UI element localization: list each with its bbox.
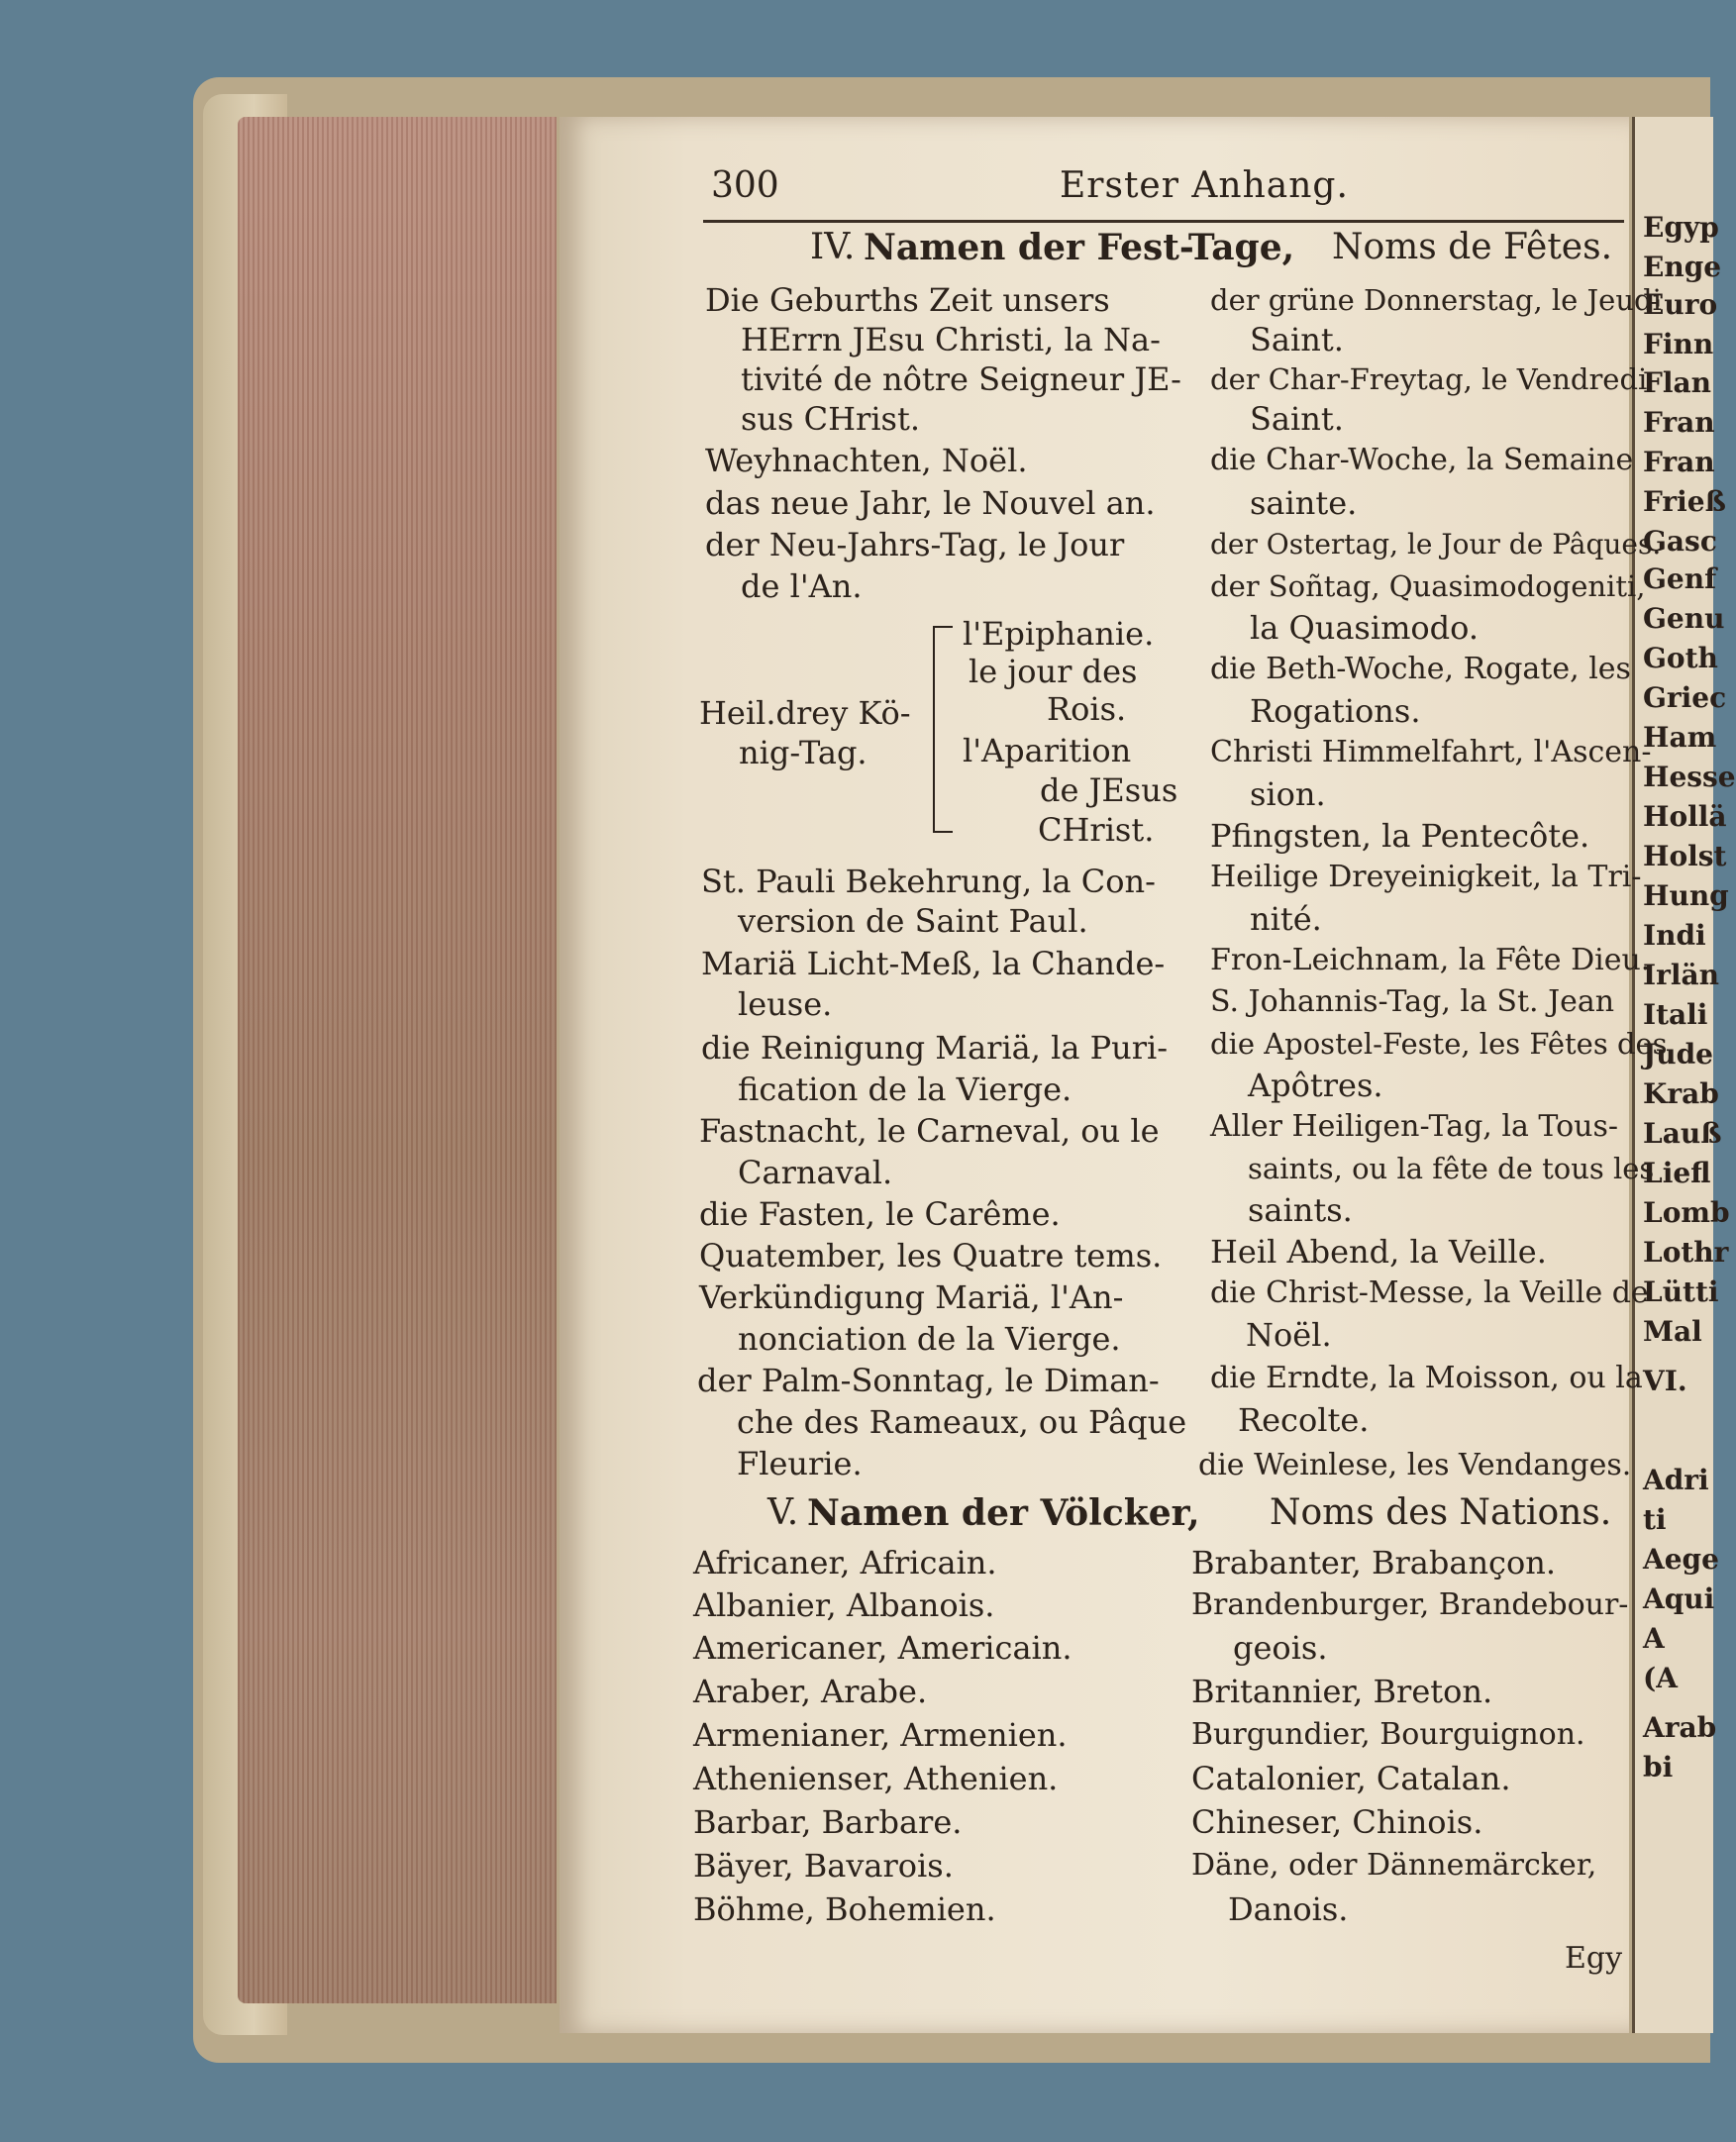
facing-page-word: Irlän	[1643, 959, 1719, 991]
epiphany-german: Heil.drey Kö-	[699, 694, 911, 732]
col2-line: die Apostel-Feste, les Fêtes des	[1210, 1027, 1668, 1061]
nation-entry: Brandenburger, Brandebour-	[1191, 1587, 1629, 1622]
nation-entry: Albanier, Albanois.	[693, 1586, 995, 1624]
section-5-heading-german: Namen der Völcker,	[807, 1492, 1200, 1534]
col2-line: Pfingsten, la Pentecôte.	[1210, 817, 1590, 855]
col2-line: la Quasimodo.	[1250, 609, 1480, 647]
facing-page-word: Itali	[1643, 998, 1708, 1031]
col2-line: Saint.	[1250, 400, 1344, 438]
facing-page-word: Liefl	[1643, 1157, 1711, 1189]
facing-page-word: Hollä	[1643, 800, 1727, 833]
col2-line: die Beth-Woche, Rogate, les	[1210, 652, 1631, 686]
facing-page-word: Ham	[1643, 721, 1717, 754]
col2-line: die Erndte, la Moisson, ou la	[1210, 1361, 1643, 1395]
facing-page-word: VI.	[1643, 1365, 1687, 1397]
facing-page-word: Lütti	[1643, 1275, 1719, 1308]
epiphany-french: CHrist.	[1038, 811, 1155, 849]
col2-line: Noël.	[1246, 1316, 1332, 1354]
section-5-heading-roman: V.	[767, 1492, 799, 1533]
facing-page-word: Lothr	[1643, 1236, 1729, 1269]
facing-page-word: Hung	[1643, 879, 1729, 912]
col1-line: de l'An.	[741, 567, 863, 605]
facing-page-word: Genf	[1643, 562, 1717, 595]
facing-page-word: Lauß	[1643, 1117, 1722, 1150]
col2-line: der grüne Donnerstag, le Jeudi	[1210, 283, 1662, 317]
col1b-line: version de Saint Paul.	[738, 902, 1088, 940]
col1-line: HErrn JEsu Christi, la Na-	[741, 321, 1161, 358]
nation-entry: Böhme, Bohemien.	[693, 1890, 996, 1928]
nation-entry: Africaner, Africain.	[693, 1544, 997, 1581]
nation-entry: Britannier, Breton.	[1191, 1673, 1493, 1710]
facing-page-word: A	[1643, 1622, 1665, 1655]
epiphany-french: de JEsus	[1040, 771, 1178, 809]
nation-entry: Burgundier, Bourguignon.	[1191, 1717, 1585, 1752]
facing-page-word: (A	[1643, 1662, 1678, 1694]
nation-entry: geois.	[1233, 1629, 1328, 1667]
col2-line: Saint.	[1250, 321, 1344, 358]
col2-line: Rogations.	[1250, 692, 1421, 730]
facing-page-word: Flan	[1643, 366, 1712, 399]
col2-line: saints.	[1248, 1191, 1353, 1229]
facing-page-word: Gasc	[1643, 525, 1717, 558]
facing-page-word: Fran	[1643, 446, 1715, 478]
facing-page-word: Lomb	[1643, 1196, 1730, 1229]
epiphany-french: l'Epiphanie.	[963, 615, 1155, 653]
facing-page-word: Fran	[1643, 406, 1715, 439]
facing-page-word: Euro	[1643, 288, 1718, 321]
col1b-line: St. Pauli Bekehrung, la Con-	[701, 863, 1156, 900]
col1-line: tivité de nôtre Seigneur JE-	[741, 360, 1181, 398]
col1-line: das neue Jahr, le Nouvel an.	[705, 484, 1156, 522]
col2-line: der Soñtag, Quasimodogeniti,	[1210, 569, 1646, 603]
col2-line: die Christ-Messe, la Veille de	[1210, 1275, 1649, 1310]
nation-entry: Brabanter, Brabançon.	[1191, 1544, 1557, 1581]
facing-page-word: Mal	[1643, 1315, 1702, 1348]
col1b-line: Quatember, les Quatre tems.	[699, 1237, 1163, 1275]
facing-page-word: Hesse	[1643, 761, 1736, 793]
col1-line: der Neu-Jahrs-Tag, le Jour	[705, 526, 1125, 563]
facing-page-word: Krab	[1643, 1077, 1719, 1110]
facing-page-word: Goth	[1643, 642, 1718, 674]
col1b-line: Fastnacht, le Carneval, ou le	[699, 1112, 1160, 1150]
nation-entry: Bäyer, Bavarois.	[693, 1847, 954, 1885]
col1-line: sus CHrist.	[741, 400, 920, 438]
section-5-heading-french: Noms des Nations.	[1270, 1492, 1612, 1533]
epiphany-french: l'Aparition	[963, 732, 1132, 769]
epiphany-french: le jour des	[969, 653, 1138, 690]
epiphany-french: Rois.	[1047, 690, 1127, 728]
facing-page-word: bi	[1643, 1751, 1674, 1784]
facing-page-word: Genu	[1643, 602, 1725, 635]
facing-page-word: Jude	[1643, 1038, 1713, 1071]
col1b-line: die Fasten, le Carême.	[699, 1195, 1061, 1233]
running-title: Erster Anhang.	[1060, 165, 1349, 206]
facing-page-word: Griec	[1643, 681, 1727, 714]
col1b-line: leuse.	[738, 985, 833, 1023]
col1b-line: Verkündigung Mariä, l'An-	[699, 1278, 1124, 1316]
col2-line: die Char-Woche, la Semaine	[1210, 443, 1634, 477]
nation-entry: Athenienser, Athenien.	[693, 1760, 1059, 1797]
col2-line: Apôtres.	[1248, 1067, 1383, 1104]
col2-line: saints, ou la fête de tous les	[1248, 1152, 1655, 1185]
facing-page-word: Aqui	[1643, 1582, 1715, 1615]
facing-page-word: Aege	[1643, 1543, 1719, 1576]
col1b-line: fication de la Vierge.	[738, 1071, 1072, 1108]
facing-page-word: Adri	[1643, 1464, 1709, 1496]
facing-page-fragment	[1632, 117, 1736, 2033]
col1b-line: nonciation de la Vierge.	[738, 1320, 1121, 1358]
col2-line: sion.	[1250, 775, 1326, 813]
page-number: 300	[711, 165, 779, 206]
col1b-line: che des Rameaux, ou Pâque	[737, 1403, 1187, 1441]
col1-line: Weyhnachten, Noël.	[705, 442, 1028, 479]
page-edges	[238, 117, 557, 2003]
facing-page-word: Arab	[1643, 1711, 1717, 1744]
col1b-line: Fleurie.	[737, 1445, 863, 1482]
facing-page-word: Frieß	[1643, 485, 1726, 518]
col1b-line: die Reinigung Mariä, la Puri-	[701, 1029, 1169, 1067]
epiphany-brace	[933, 626, 953, 833]
nation-entry: Armenianer, Armenien.	[693, 1716, 1068, 1754]
facing-page-word: Enge	[1643, 251, 1722, 283]
col2-line: die Weinlese, les Vendanges.	[1198, 1448, 1632, 1482]
facing-page-word: Indi	[1643, 919, 1706, 952]
nation-entry: Catalonier, Catalan.	[1191, 1760, 1511, 1797]
catchword: Egy	[1565, 1941, 1623, 1976]
col1-line: Die Geburths Zeit unsers	[705, 281, 1110, 319]
col2-line: Heilige Dreyeinigkeit, la Tri-	[1210, 860, 1642, 894]
col2-line: Heil Abend, la Veille.	[1210, 1233, 1547, 1271]
nation-entry: Danois.	[1228, 1890, 1349, 1928]
nation-entry: Americaner, Americain.	[693, 1629, 1072, 1667]
nation-entry: Araber, Arabe.	[693, 1673, 928, 1710]
col2-line: der Ostertag, le Jour de Pâques.	[1210, 528, 1662, 561]
col2-line: Aller Heiligen-Tag, la Tous-	[1210, 1109, 1618, 1144]
col1b-line: Mariä Licht-Meß, la Chande-	[701, 945, 1166, 982]
nation-entry: Chineser, Chinois.	[1191, 1803, 1483, 1841]
nation-entry: Däne, oder Dännemärcker,	[1191, 1848, 1597, 1883]
nation-entry: Barbar, Barbare.	[693, 1803, 963, 1841]
section-4-heading-roman: IV.	[810, 227, 856, 267]
facing-page-word: ti	[1643, 1503, 1667, 1536]
col2-line: nité.	[1250, 900, 1322, 938]
facing-page-word: Egyp	[1643, 211, 1719, 244]
epiphany-german: nig-Tag.	[739, 734, 868, 771]
col2-line: Christi Himmelfahrt, l'Ascen-	[1210, 735, 1652, 769]
col2-line: S. Johannis-Tag, la St. Jean	[1210, 984, 1615, 1019]
facing-page-word: Holst	[1643, 840, 1727, 872]
col2-line: der Char-Freytag, le Vendredi	[1210, 362, 1648, 396]
col1b-line: der Palm-Sonntag, le Diman-	[697, 1362, 1160, 1399]
col2-line: sainte.	[1250, 484, 1358, 522]
col1b-line: Carnaval.	[738, 1154, 893, 1191]
col2-line: Recolte.	[1238, 1401, 1370, 1439]
col2-line: Fron-Leichnam, la Fête Dieu.	[1210, 943, 1651, 977]
section-4-heading-german: Namen der Fest-Tage,	[864, 227, 1295, 268]
section-4-heading-french: Noms de Fêtes.	[1332, 227, 1613, 267]
header-rule	[703, 220, 1624, 223]
facing-page-word: Finn	[1643, 328, 1714, 360]
